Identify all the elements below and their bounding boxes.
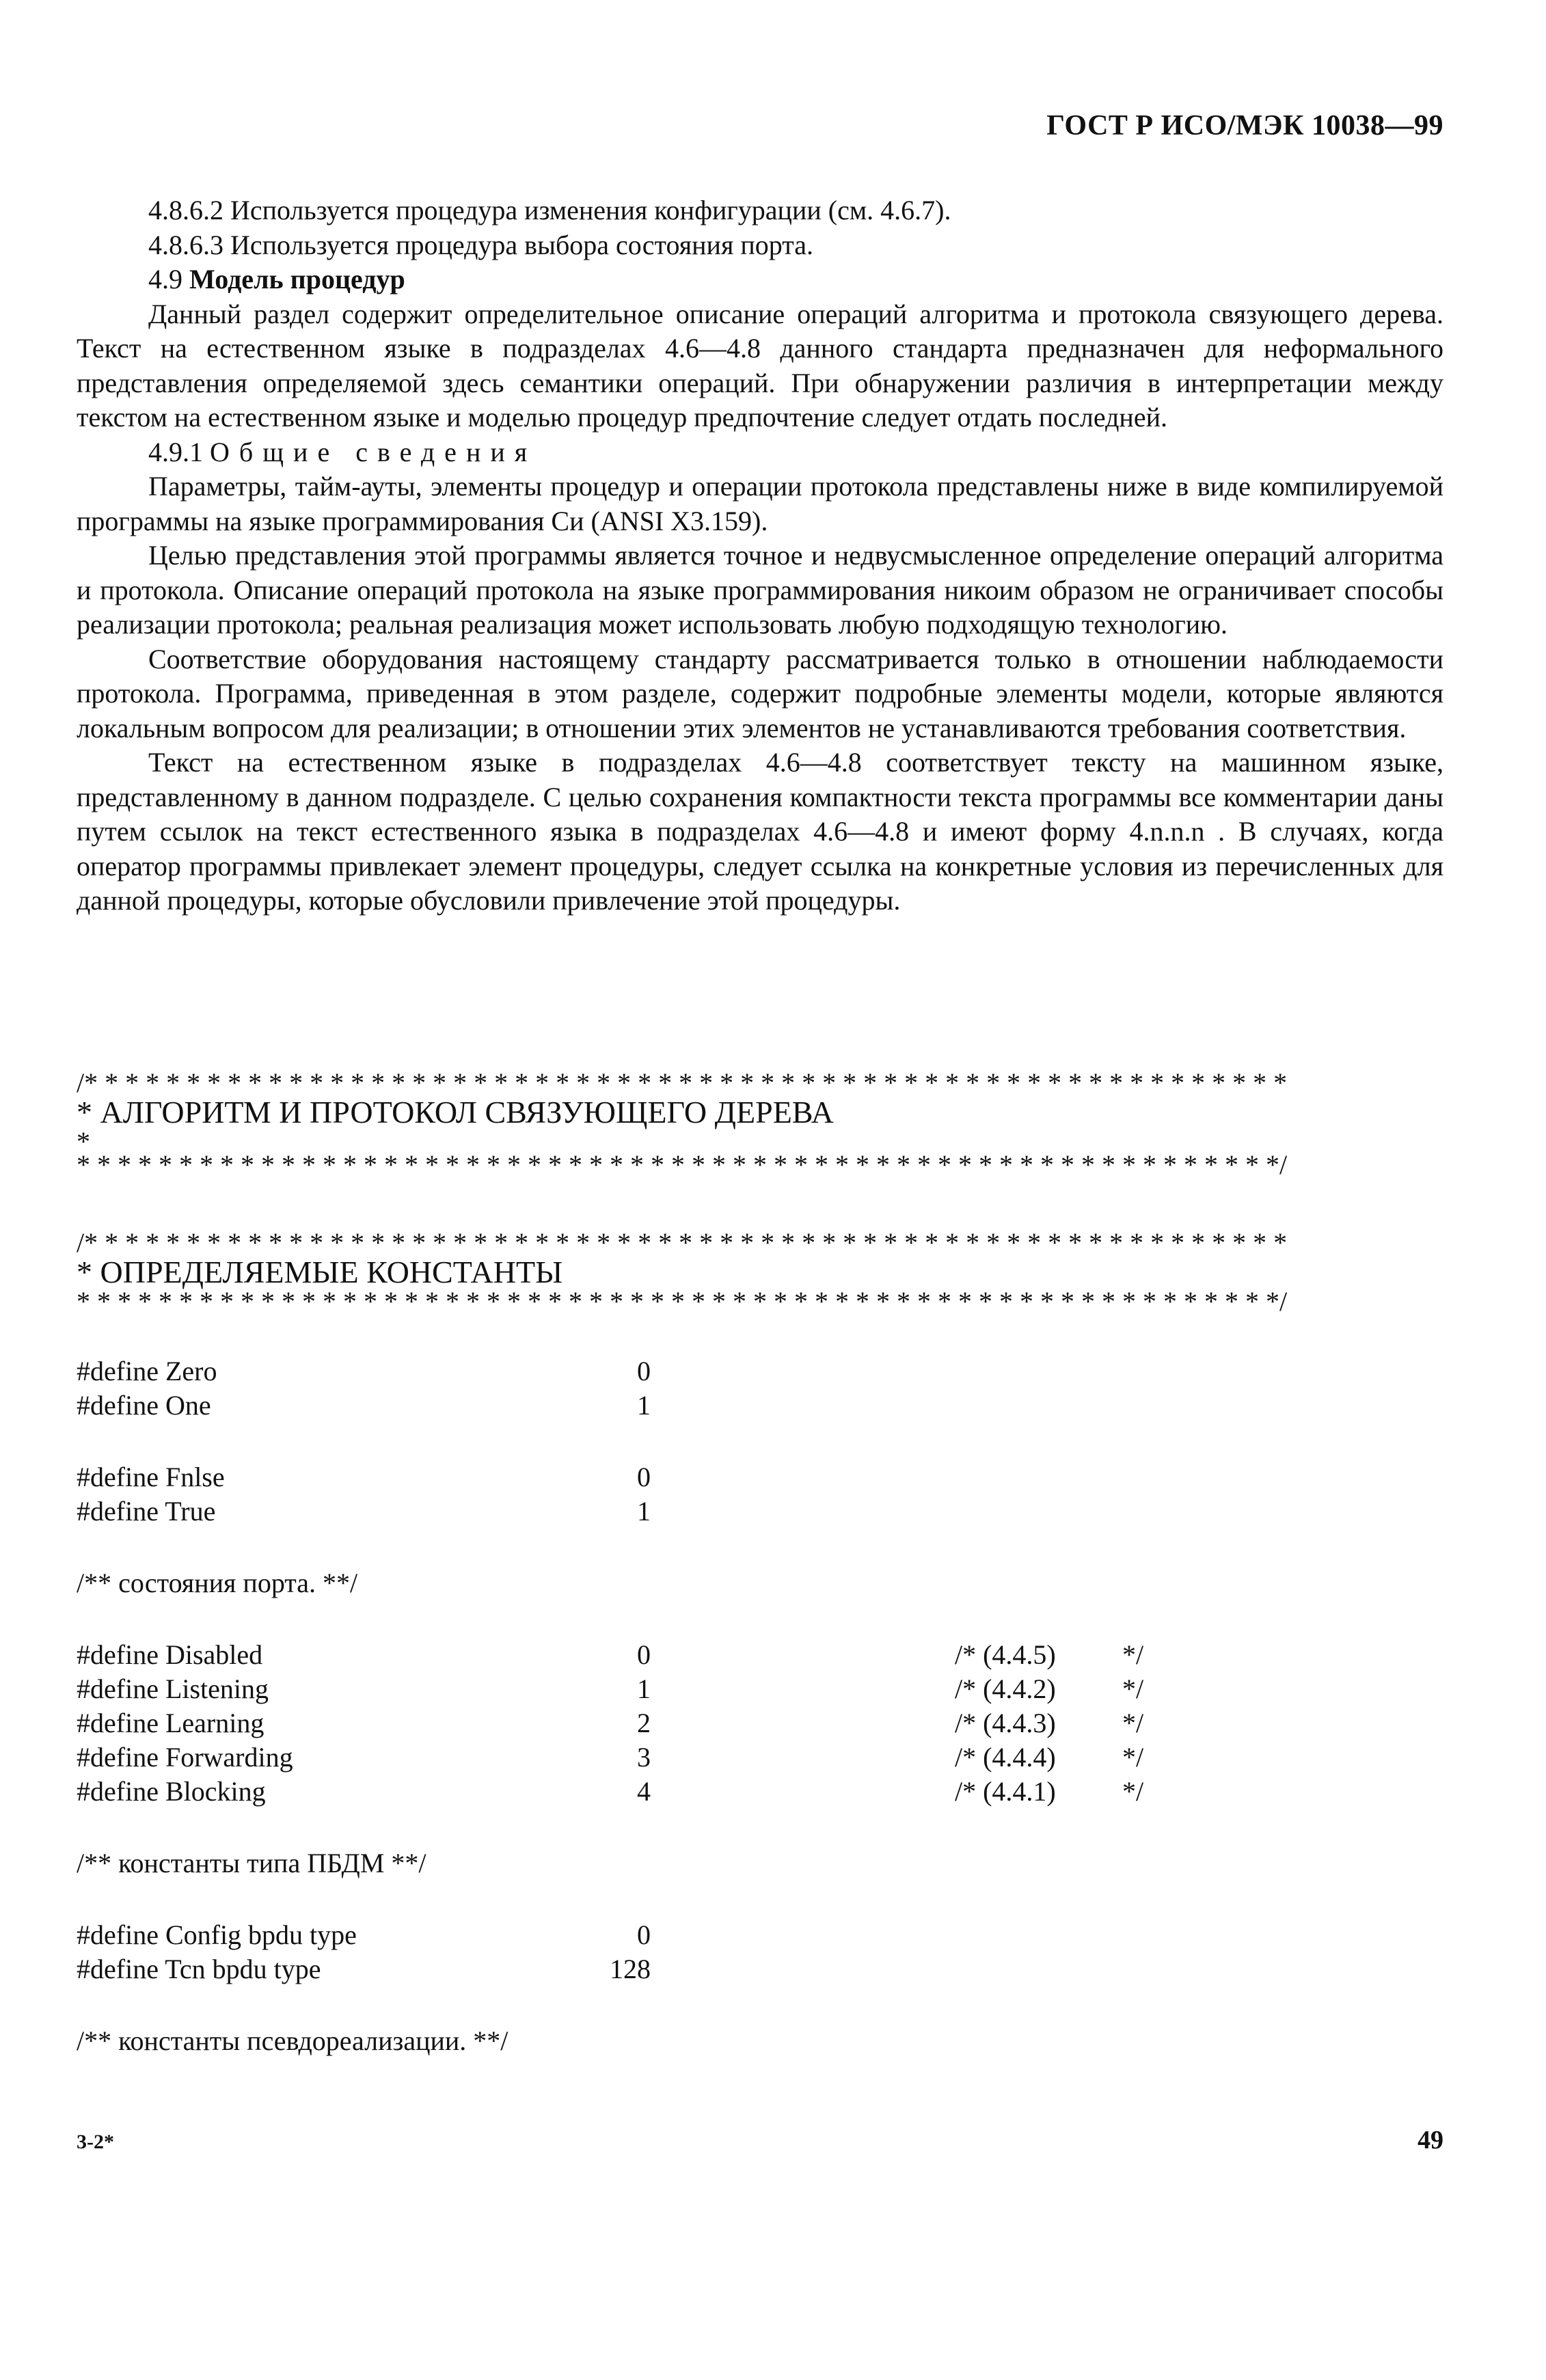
define-name: #define Blocking <box>77 1776 266 1807</box>
define-value: 0 <box>637 1639 651 1670</box>
port-states-comment <box>77 1566 1443 1600</box>
comment-title-algorithm: * АЛГОРИТМ И ПРОТОКОЛ СВЯЗУЮЩЕГО ДЕРЕВА <box>77 1095 834 1130</box>
define-value: 1 <box>637 1673 651 1704</box>
define-value: 0 <box>637 1919 651 1950</box>
define-ref-end: */ <box>1122 1742 1144 1773</box>
define-row <box>77 1672 1443 1706</box>
define-name: #define Zero <box>77 1356 217 1386</box>
paragraph-intro: Данный раздел содержит определительное описание операций алгоритма и протокола связующего дерева. Текст на естественном языке в подразделах 4.6—4.8 данного стандарта предназначен для неформального представления определяемой здесь семантики операций. При обнаружении различия в интерпретации между текстом на естественном языке и моделью процедур предпочтение следует отдать последней. <box>77 298 1443 433</box>
define-value: 2 <box>637 1708 651 1738</box>
paragraph-conformance: Соответствие оборудования настоящему стандарту рассматривается только в отношении наблюдаемости протокола. Программа, приведенная в этом разделе, содержит подробные элементы модели, которые являются локальным вопросом для реализации; в отношении этих элементов не устанавливаются требования соответствия. <box>77 643 1443 743</box>
bpdu-comment <box>77 1846 1443 1880</box>
define-value: 128 <box>610 1954 651 1984</box>
document-header: ГОСТ Р ИСО/МЭК 10038—99 <box>1046 110 1443 141</box>
define-row <box>77 1494 1443 1529</box>
define-ref: /* (4.4.3) <box>955 1708 1056 1738</box>
code-listing <box>77 1067 1443 2058</box>
define-row <box>77 1918 1443 1952</box>
define-ref: /* (4.4.5) <box>955 1639 1056 1670</box>
define-row <box>77 1706 1443 1740</box>
comment-border-open: /* * * * * * * * * * * * * * * * * * * * * * * * * * * * * * * * * * * * * * * * * * * * * * * * * * * * * * * * * * * <box>77 1227 1288 1258</box>
page-number: 49 <box>1418 2126 1443 2155</box>
document-body <box>77 193 1443 918</box>
define-row <box>77 1354 1443 1389</box>
define-value: 0 <box>637 1356 651 1386</box>
define-name: #define Config bpdu type <box>77 1919 357 1950</box>
define-name: #define Forwarding <box>77 1742 293 1773</box>
comment-empty-line: * <box>77 1126 90 1157</box>
define-value: 0 <box>637 1462 651 1492</box>
paragraph-4-8-6-3: 4.8.6.3 Используется процедура выбора состояния порта. <box>148 229 813 260</box>
define-ref: /* (4.4.4) <box>955 1742 1056 1773</box>
define-row <box>77 1389 1443 1423</box>
pseudo-comment <box>77 2024 1443 2058</box>
define-row <box>77 1740 1443 1775</box>
paragraph-4-8-6-2: 4.8.6.2 Используется процедура изменения конфигурации (см. 4.6.7). <box>148 195 951 225</box>
define-value: 4 <box>637 1776 651 1807</box>
define-row <box>77 1460 1443 1494</box>
comment-text: /** константы типа ПБДМ **/ <box>77 1848 426 1878</box>
define-ref: /* (4.4.2) <box>955 1673 1056 1704</box>
define-ref-end: */ <box>1122 1673 1144 1704</box>
define-name: #define Learning <box>77 1708 265 1738</box>
define-name: #define Disabled <box>77 1639 263 1670</box>
comment-title-constants: * ОПРЕДЕЛЯЕМЫЕ КОНСТАНТЫ <box>77 1255 563 1289</box>
comment-border-close: * * * * * * * * * * * * * * * * * * * * * * * * * * * * * * * * * * * * * * * * * * * * * * * * * * * * * * * * * * */ <box>77 1286 1288 1317</box>
subsection-heading-4-9-1 <box>77 435 1443 470</box>
section-heading-4-9 <box>77 262 1443 297</box>
subsection-title: Общие сведения <box>210 436 537 467</box>
define-row <box>77 1638 1443 1672</box>
comment-border-open: /* * * * * * * * * * * * * * * * * * * * * * * * * * * * * * * * * * * * * * * * * * * * * * * * * * * * * * * * * * * <box>77 1067 1288 1098</box>
paragraph-correspondence: Текст на естественном языке в подразделах 4.6—4.8 соответствует тексту на машинном языке, представленному в данном подразделе. С целью сохранения компактности текста программы все комментарии даны путем ссылок на текст естественного языка в подразделах 4.6—4.8 и имеют форму 4.n.n.n . В случаях, когда оператор программы привлекает элемент процедуры, следует ссылка на конкретные условия из перечисленных для данной процедуры, которые обусловили привлечение этой процедуры. <box>77 747 1443 916</box>
comment-text: /** константы псевдореализации. **/ <box>77 2025 508 2056</box>
define-ref-end: */ <box>1122 1776 1144 1807</box>
footer-signature-mark: 3-2* <box>77 2131 114 2153</box>
define-row <box>77 1952 1443 1986</box>
define-row <box>77 1775 1443 1809</box>
section-title: Модель процедур <box>189 264 405 295</box>
subsection-number: 4.9.1 <box>148 436 203 467</box>
define-value: 3 <box>637 1742 651 1773</box>
define-value: 1 <box>637 1390 651 1421</box>
define-name: #define True <box>77 1496 216 1527</box>
define-ref-end: */ <box>1122 1639 1144 1670</box>
define-ref: /* (4.4.1) <box>955 1776 1056 1807</box>
comment-border-close: * * * * * * * * * * * * * * * * * * * * * * * * * * * * * * * * * * * * * * * * * * * * * * * * * * * * * * * * * * */ <box>77 1149 1288 1180</box>
paragraph-purpose: Целью представления этой программы является точное и недвусмысленное определение операций алгоритма и протокола. Описание операций протокола на языке программирования никоим образом не ограничивает способы реализации протокола; реальная реализация может использовать любую подходящую технологию. <box>77 540 1443 640</box>
define-name: #define Fnlse <box>77 1462 225 1492</box>
define-name: #define Listening <box>77 1673 269 1704</box>
define-name: #define One <box>77 1390 211 1421</box>
define-name: #define Tcn bpdu type <box>77 1954 321 1984</box>
section-number: 4.9 <box>148 264 182 295</box>
comment-text: /** состояния порта. **/ <box>77 1568 358 1598</box>
define-ref-end: */ <box>1122 1708 1144 1738</box>
paragraph-parameters: Параметры, тайм-ауты, элементы процедур и операции протокола представлены ниже в виде компилируемой программы на языке программирования Си (ANSI X3.159). <box>77 471 1443 536</box>
define-value: 1 <box>637 1496 651 1527</box>
